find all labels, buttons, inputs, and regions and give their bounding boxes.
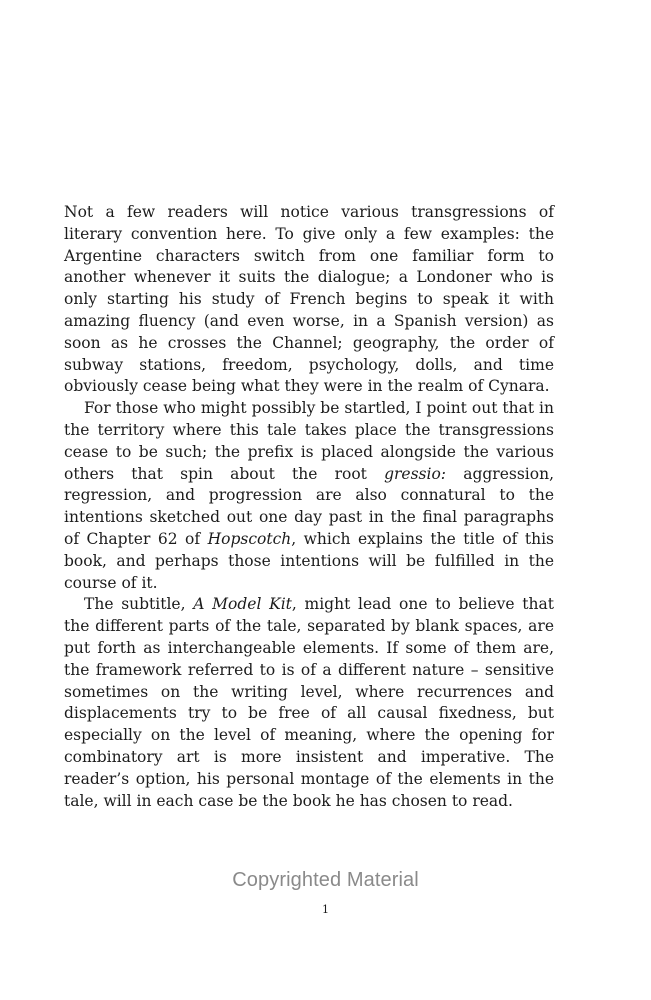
italic-subtitle-model-kit: A Model Kit (193, 595, 292, 614)
page-number: 1 (322, 903, 329, 916)
paragraph-2-text-a: For those who might possibly be startled, I point out that in the territory where this tale takes place the transgressions cease to be such; the prefix is placed alongside the various others that spin about the root (64, 399, 554, 483)
paragraph-1 (64, 202, 554, 398)
copyright-watermark: Copyrighted Material (232, 869, 419, 891)
paragraph-2 (64, 398, 554, 594)
italic-title-hopscotch: Hopscotch (207, 529, 292, 548)
paragraph-3-text-b: , might lead one to believe that the different parts of the tale, separated by blank spaces, are put forth as interchangeable elements. If some of them are, the framework referred to is of a different nature – sensitive sometimes on the writing level, where recurrences and displacements try to be free of all causal fixedness, but especially on the level of meaning, where the opening for combinatory art is more insistent and imperative. The reader’s option, his personal montage of the elements in the tale, will in each case be the book he has chosen to read. (64, 595, 554, 810)
paragraph-1-text: Not a few readers will notice various transgressions of literary convention here. To give only a few examples: the Argentine characters switch from one familiar form to another whenever it suits the dialogue; a Londoner who is only starting his study of French begins to speak it with amazing fluency (and even worse, in a Spanish version) as soon as he crosses the Channel; geography, the order of subway stations, freedom, psychology, dolls, and time obviously cease being what they were in the realm of Cynara. (64, 203, 554, 396)
italic-term-gressio: gressio: (384, 464, 447, 483)
paragraph-3-text-a: The subtitle, (84, 595, 194, 614)
paragraph-2-text-c: , which explains the title of this book, and perhaps those intentions will be fulfilled in the course of it. (64, 529, 554, 592)
body-text (64, 202, 554, 812)
paragraph-2-text-b: aggression, regression, and progression are also connatural to the intentions sketched out one day past in the final paragraphs of Chapter 62 of (64, 464, 554, 548)
paragraph-3 (64, 594, 554, 812)
